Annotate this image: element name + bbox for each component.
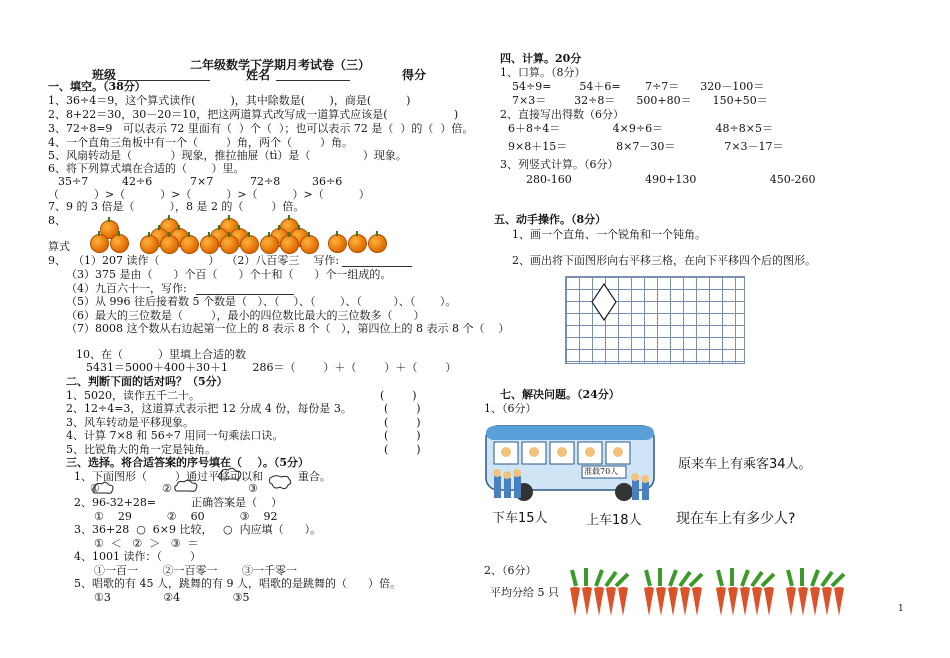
pumpkin-group-5: [328, 234, 388, 254]
pumpkin-icon: [90, 234, 109, 253]
section1-heading: 一、填空。（38分）: [48, 80, 146, 93]
s2-item-4: 4、计算 7×8 和 56÷7 用同一句乘法口诀。: [66, 429, 284, 442]
s3-q2-options[interactable]: ① 29 ② 60 ③ 92: [94, 510, 278, 523]
score-label: 得分: [402, 68, 427, 82]
s1-q6: 6、将下列算式填在合适的（ ）里。: [48, 162, 245, 175]
pumpkin-group-1: [84, 220, 134, 252]
s4-p3-row1: 280-160 490+130 450-260: [526, 173, 816, 186]
pumpkin-icon: [328, 234, 347, 253]
s1-q7: 7、9 的 3 倍是（ ），8 是 2 的（ ）倍。: [48, 200, 305, 213]
s7-p2: 2、（6分）: [484, 564, 537, 577]
s3-q1-opt-2[interactable]: ②: [162, 482, 172, 495]
s2-bracket-5[interactable]: ( ): [384, 443, 421, 456]
s4-p2: 2、直接写出得数（6分）: [500, 108, 624, 121]
s3-q5: 5、唱歌的有 45 人，跳舞的有 9 人，唱歌的是跳舞的（ ）倍。: [74, 577, 401, 590]
bus-question: 现在车上有多少人?: [676, 511, 796, 527]
s3-q4-options[interactable]: ①一百一 ②一百零一 ③一千零一: [94, 564, 297, 577]
cloud-shape-option-1: [90, 480, 116, 496]
cloud-shape-option-3: [266, 474, 294, 492]
s2-bracket-1[interactable]: ( ): [380, 389, 417, 402]
q6-expr-5: 36÷6: [312, 175, 343, 188]
section5-heading: 五、动手操作。（8分）: [494, 213, 607, 226]
s3-q2: 2、96-32+28= 正确答案是（ ）: [74, 496, 283, 509]
s7-p1: 1、（6分）: [484, 402, 537, 415]
s1-q9-4: （4）九百六十一，写作:: [66, 282, 187, 295]
pumpkin-icon: [280, 235, 299, 254]
pumpkin-icon: [260, 235, 279, 254]
s4-p1-row2: 7×3＝ 32÷8＝ 500+80＝ 150+50＝: [512, 94, 768, 107]
s4-p1: 1、口算。（8分）: [500, 66, 586, 79]
s4-p2-row2: 9×8＋15＝ 8×7－30＝ 7×3－17＝: [508, 140, 784, 153]
s2-bracket-4[interactable]: ( ): [384, 429, 421, 442]
section7-heading: 七、解决问题。（24分）: [500, 388, 620, 401]
q6-compare-line: （ ）>（ ）>（ ）>（ ）>（ ）: [48, 188, 370, 201]
pumpkin-icon: [110, 234, 129, 253]
s3-q4: 4、1001 读作：（ ）: [74, 550, 201, 563]
s1-q3: 3、72÷8=9 可以表示 72 里面有（ ）个（ ）；也可以表示 72 是（ ）的（ ）倍。: [48, 122, 474, 135]
s2-item-3: 3、风车转动是平移现象。: [66, 416, 194, 429]
bus-sign: 准载70人: [584, 467, 619, 476]
pumpkin-group-4: [260, 218, 320, 252]
s2-item-2: 2、12÷4=3，这道算式表示把 12 分成 4 份，每份是 3。: [66, 402, 352, 415]
radish-bunch-4: [782, 568, 848, 618]
bus-illustration: [484, 420, 660, 524]
q6-expr-3: 7×7: [190, 175, 214, 188]
diamond-shape: [590, 282, 618, 322]
class-label: 班级: [92, 68, 117, 82]
name-label: 姓名: [246, 68, 271, 82]
s1-q1: 1、36÷4＝9，这个算式读作( )，其中除数是( )，商是( ): [48, 94, 411, 107]
s3-q5-options[interactable]: ①3 ②4 ③5: [94, 591, 250, 604]
s4-p1-row1: 54÷9= 54＋6= 7÷7＝ 320－100＝: [512, 80, 765, 93]
q6-expr-4: 72÷8: [250, 175, 281, 188]
s1-q9: 9、 （1）207 读作（ ） （2）八百零三 写作:: [48, 254, 340, 267]
bus-original-passengers: 原来车上有乘客34人。: [678, 457, 812, 472]
s5-p2: 2、画出将下面图形向右平移三格，在向下平移四个后的图形。: [512, 254, 816, 267]
q6-expr-1: 35÷7: [58, 175, 89, 188]
pumpkin-icon: [240, 235, 259, 254]
pumpkin-icon: [180, 235, 199, 254]
pumpkin-icon: [368, 234, 387, 253]
cloud-shape-target: [216, 466, 244, 482]
section4-heading: 四、计算。20分: [500, 52, 582, 65]
bus-got-on: 上车18人: [586, 513, 642, 528]
cloud-shape-option-2: [172, 478, 200, 494]
s2-bracket-2[interactable]: ( ): [384, 402, 421, 415]
pumpkin-icon: [140, 235, 159, 254]
s1-q4: 4、一个直角三角板中有一个（ ）角，两个（ ）角。: [48, 136, 353, 149]
page-number: 1: [898, 604, 904, 614]
s1-q9-5: （5）从 996 往后接着数 5 个数是（ ）、（ ）、（ ）、（ ）、（ ）。: [66, 295, 457, 308]
section3-heading: 三、选择。将合适答案的序号填在（ ）。（5分）: [66, 456, 309, 469]
pumpkin-icon: [220, 235, 239, 254]
s2-item-5: 5、比锐角大的角一定是钝角。: [66, 443, 216, 456]
q8-formula-label: 算式: [48, 240, 70, 253]
pumpkin-icon: [300, 235, 319, 254]
s3-q1-opt-3[interactable]: ③: [248, 482, 258, 495]
s1-q9-7: （7）8008 这个数从右边起第一位上的 8 表示 8 个（ ），第四位上的 8 表示 8 个（ ）: [66, 322, 510, 335]
section2-heading: 二、判断下面的话对吗？（5分）: [66, 375, 228, 388]
s1-q10-equation: 5431＝5000＋400＋30＋1 286＝（ ）＋（ ）＋（ ）: [86, 361, 457, 374]
s2-bracket-3[interactable]: ( ): [384, 416, 421, 429]
s1-q5: 5、风扇转动是（ ）现象，推拉抽屉（tì）是（ ）现象。: [48, 149, 407, 162]
s4-p3: 3、列竖式计算。（6分）: [500, 158, 619, 171]
s5-p1: 1、画一个直角、一个锐角和一个钝角。: [512, 228, 706, 241]
s3-q1-opt-1[interactable]: ①: [90, 482, 100, 495]
pumpkin-icon: [200, 235, 219, 254]
radish-bunch-3: [712, 568, 778, 618]
s2-item-1: 1、5020，读作五千二十。: [66, 389, 200, 402]
s1-q10: 10、在（ ）里填上合适的数: [76, 348, 246, 361]
pumpkin-icon: [348, 234, 367, 253]
q9-2-answer-line[interactable]: [342, 266, 412, 267]
name-field[interactable]: [276, 80, 350, 81]
s1-q2: 2、8+22＝30，30－20＝10，把这两道算式改写成一道算式应该是( ): [48, 108, 459, 121]
s1-q8: 8、: [48, 214, 66, 227]
s3-q1: 1、下面图形（ ）通过平移可以和 重合。: [74, 470, 331, 483]
s7-p2-text: 平均分给 5 只: [490, 586, 559, 599]
q6-expr-2: 42÷6: [122, 175, 153, 188]
pumpkin-group-2: [140, 218, 200, 252]
pumpkin-group-3: [200, 218, 260, 252]
s1-q9-6: （6）最大的三位数是（ ），最小的四位数比最大的三位数多（ ）: [66, 309, 425, 322]
exam-title: 二年级数学下学期月考试卷（三）: [190, 58, 371, 72]
s4-p2-row1: 6＋8÷4＝ 4×9÷6＝ 48÷8×5＝: [508, 122, 773, 135]
s1-q9-3: （3）375 是由（ ）个百（ ）个十和（ ）个一组成的。: [66, 268, 392, 281]
bus-got-off: 下车15人: [492, 511, 548, 526]
s3-q3-options[interactable]: ① ＜ ② ＞ ③ ＝: [94, 537, 199, 550]
radish-bunch-2: [640, 568, 706, 618]
s3-q3: 3、36+28 ○ 6×9 比较， ○ 内应填（ ）。: [74, 523, 322, 536]
pumpkin-icon: [160, 235, 179, 254]
radish-bunch-1: [566, 568, 632, 618]
